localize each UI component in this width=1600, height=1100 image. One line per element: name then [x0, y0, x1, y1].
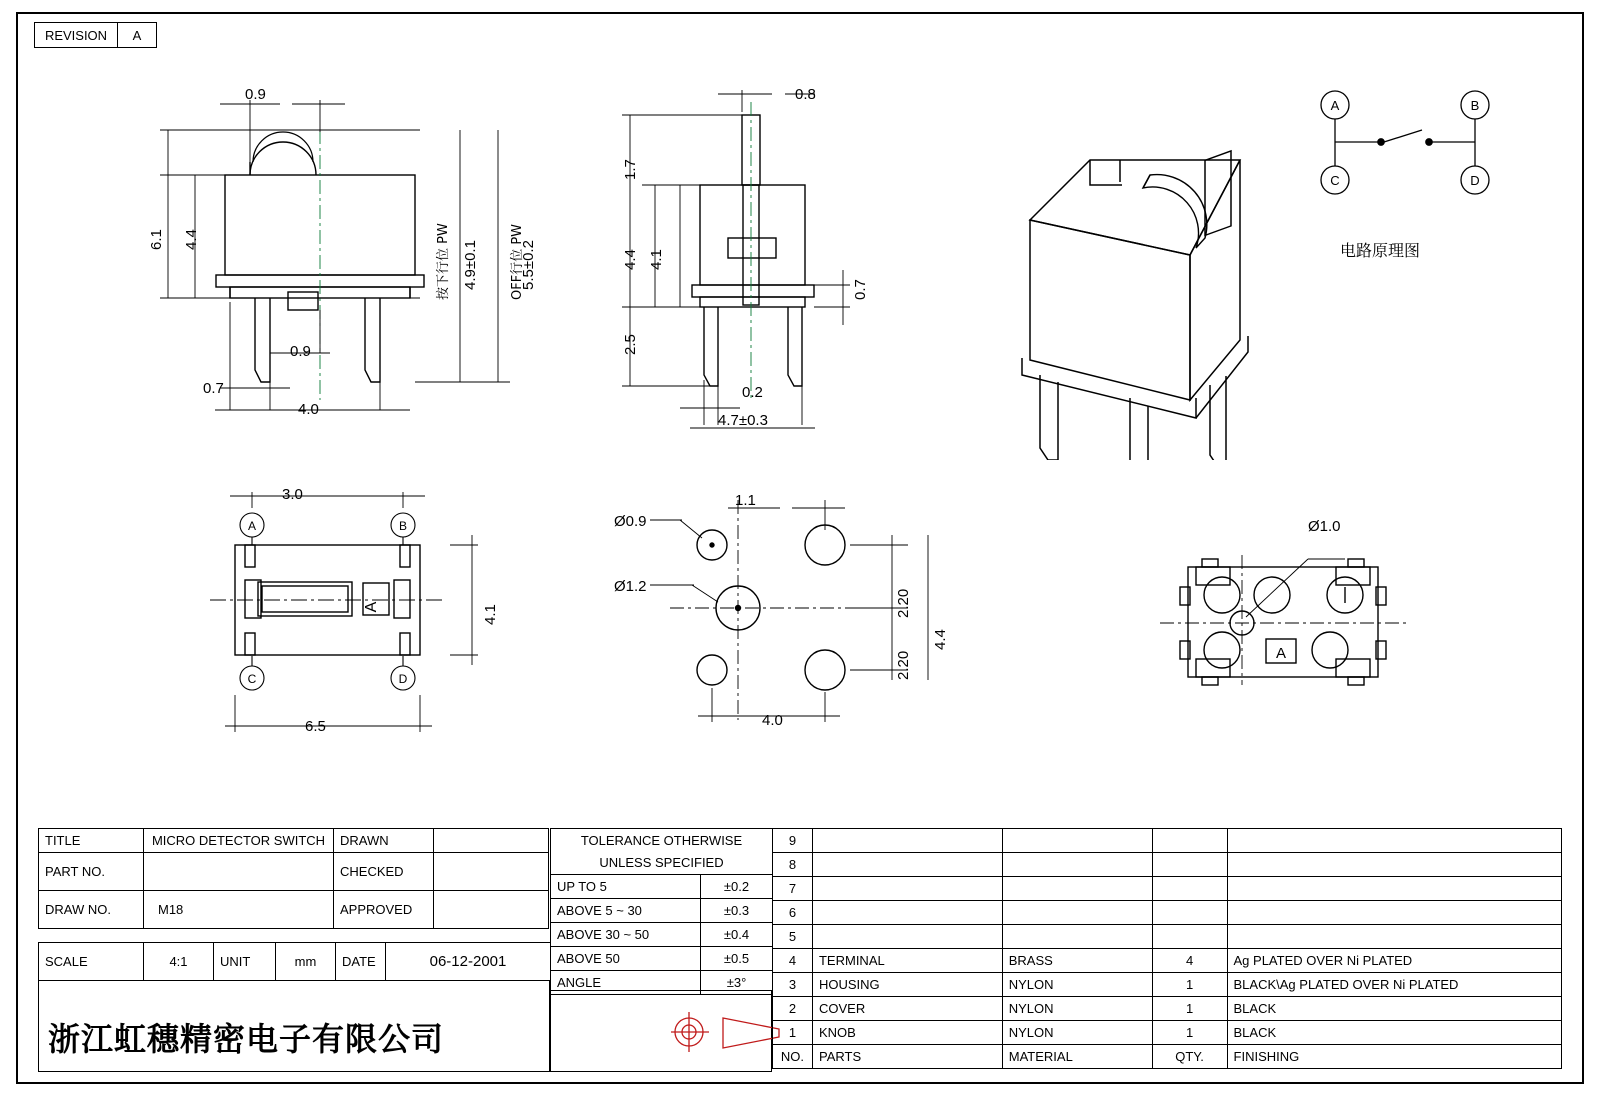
- checked-label: CHECKED: [334, 853, 434, 891]
- parts-material-1: NYLON: [1002, 997, 1152, 1021]
- pcb-dim-d0-9: Ø0.9: [614, 513, 647, 530]
- parts-no-4: 5: [773, 925, 813, 949]
- parts-finish-0: BLACK: [1227, 1021, 1561, 1045]
- front-dim-0-9-top: 0.9: [245, 86, 266, 103]
- front-dim-5-5: 5.5±0.2: [520, 240, 537, 290]
- drawn-label: DRAWN: [334, 829, 434, 853]
- circuit-caption: 电路原理图: [1340, 241, 1421, 260]
- parts-qty-6: [1152, 877, 1227, 901]
- parts-qty-5: [1152, 901, 1227, 925]
- parts-finish-8: [1227, 829, 1561, 853]
- side-view-drawing: [600, 70, 1020, 470]
- svg-text:A: A: [363, 601, 380, 613]
- parts-finish-5: [1227, 901, 1561, 925]
- parts-qty-4: [1152, 925, 1227, 949]
- part-no-label: PART NO.: [39, 853, 144, 891]
- side-dim-4-1: 4.1: [648, 249, 665, 270]
- svg-text:B: B: [1470, 98, 1480, 113]
- pcb-dim-2-20-top: 2.20: [895, 588, 912, 618]
- tolerance-value-3: ±0.5: [701, 947, 773, 971]
- parts-finish-7: [1227, 853, 1561, 877]
- tolerance-range-3: ABOVE 50: [551, 947, 701, 971]
- front-dim-4-4: 4.4: [183, 229, 200, 250]
- svg-text:D: D: [398, 672, 408, 686]
- unit-value: mm: [276, 943, 336, 981]
- parts-name-8: [812, 829, 1002, 853]
- approved-label: APPROVED: [334, 891, 434, 929]
- parts-material-3: BRASS: [1002, 949, 1152, 973]
- revision-value: A: [132, 27, 142, 43]
- front-dim-4-0: 4.0: [298, 401, 319, 418]
- front-dim-0-7: 0.7: [203, 380, 224, 397]
- draw-no-value: M18: [144, 891, 334, 929]
- parts-name-7: [812, 853, 1002, 877]
- bottom-dim-6-5: 6.5: [305, 718, 326, 735]
- parts-material-5: [1002, 901, 1152, 925]
- tolerance-range-0: UP TO 5: [551, 875, 701, 899]
- parts-no-7: 8: [773, 853, 813, 877]
- circuit-schematic: [1300, 80, 1520, 220]
- tolerance-heading-1: TOLERANCE OTHERWISE: [551, 829, 773, 852]
- parts-qty-7: [1152, 853, 1227, 877]
- side-dim-0-7: 0.7: [852, 279, 869, 300]
- side-dim-2-5: 2.5: [622, 334, 639, 355]
- front-dim-6-1: 6.1: [148, 229, 165, 250]
- pcb-layout-drawing: [640, 490, 1000, 750]
- front-view-drawing: [120, 70, 640, 470]
- svg-text:A: A: [247, 519, 257, 533]
- parts-header-material: MATERIAL: [1002, 1045, 1152, 1069]
- bottom-view-drawing: [200, 480, 600, 780]
- pcb-dim-1-1: 1.1: [735, 492, 756, 509]
- parts-finish-6: [1227, 877, 1561, 901]
- scale-row-table: [38, 942, 551, 981]
- unit-label: UNIT: [214, 943, 276, 981]
- parts-material-7: [1002, 853, 1152, 877]
- isometric-view-drawing: [1000, 130, 1300, 460]
- tolerance-range-2: ABOVE 30 ~ 50: [551, 923, 701, 947]
- checked-value: [434, 853, 549, 891]
- svg-text:D: D: [1470, 173, 1480, 188]
- side-dim-4-4: 4.4: [622, 249, 639, 270]
- tolerance-value-2: ±0.4: [701, 923, 773, 947]
- revision-label: REVISION: [35, 23, 118, 47]
- revision-box: [34, 22, 157, 48]
- parts-no-8: 9: [773, 829, 813, 853]
- parts-name-2: HOUSING: [812, 973, 1002, 997]
- svg-text:A: A: [1330, 98, 1340, 113]
- parts-no-3: 4: [773, 949, 813, 973]
- tolerance-range-4: ANGLE: [551, 971, 701, 995]
- parts-name-0: KNOB: [812, 1021, 1002, 1045]
- pcb-dim-4-0: 4.0: [762, 712, 783, 729]
- date-label: DATE: [336, 943, 386, 981]
- front-dim-4-9: 4.9±0.1: [462, 240, 479, 290]
- parts-no-2: 3: [773, 973, 813, 997]
- parts-name-3: TERMINAL: [812, 949, 1002, 973]
- svg-text:C: C: [247, 672, 257, 686]
- side-dim-1-7: 1.7: [622, 159, 639, 180]
- parts-material-8: [1002, 829, 1152, 853]
- scale-value: 4:1: [144, 943, 214, 981]
- projection-symbol-cell: [550, 990, 772, 1072]
- parts-no-1: 2: [773, 997, 813, 1021]
- approved-value: [434, 891, 549, 929]
- tolerance-value-4: ±3°: [701, 971, 773, 995]
- parts-qty-3: 4: [1152, 949, 1227, 973]
- draw-no-label: DRAW NO.: [39, 891, 144, 929]
- svg-text:C: C: [1330, 173, 1340, 188]
- parts-material-0: NYLON: [1002, 1021, 1152, 1045]
- parts-header-no: NO.: [773, 1045, 813, 1069]
- part-no-value: [144, 853, 334, 891]
- tolerance-table: [550, 828, 773, 995]
- bottom-dim-3-0: 3.0: [282, 486, 303, 503]
- date-value: 06-12-2001: [386, 943, 551, 981]
- front-note-pressed: 按下行位 PW: [436, 223, 451, 300]
- scale-label: SCALE: [39, 943, 144, 981]
- parts-material-2: NYLON: [1002, 973, 1152, 997]
- svg-text:A: A: [1275, 645, 1287, 662]
- front-dim-0-9-bottom: 0.9: [290, 343, 311, 360]
- parts-finish-4: [1227, 925, 1561, 949]
- tolerance-range-1: ABOVE 5 ~ 30: [551, 899, 701, 923]
- title-info-table: [38, 828, 549, 929]
- parts-finish-3: Ag PLATED OVER Ni PLATED: [1227, 949, 1561, 973]
- pcb-dim-2-20-bottom: 2.20: [895, 650, 912, 680]
- parts-material-6: [1002, 877, 1152, 901]
- tolerance-value-0: ±0.2: [701, 875, 773, 899]
- parts-list-table: [772, 828, 1562, 1069]
- top-view-drawing: [1160, 545, 1440, 735]
- parts-name-4: [812, 925, 1002, 949]
- bottom-dim-4-1: 4.1: [482, 604, 499, 625]
- tolerance-value-1: ±0.3: [701, 899, 773, 923]
- company-name: 浙江虹穗精密电子有限公司: [48, 1020, 445, 1058]
- parts-header-parts: PARTS: [812, 1045, 1002, 1069]
- parts-name-6: [812, 877, 1002, 901]
- parts-no-6: 7: [773, 877, 813, 901]
- drawn-value: [434, 829, 549, 853]
- parts-finish-1: BLACK: [1227, 997, 1561, 1021]
- pcb-dim-4-4: 4.4: [932, 629, 949, 650]
- title-label: TITLE: [39, 829, 144, 853]
- parts-name-5: [812, 901, 1002, 925]
- parts-finish-2: BLACK\Ag PLATED OVER Ni PLATED: [1227, 973, 1561, 997]
- parts-qty-2: 1: [1152, 973, 1227, 997]
- parts-header-finishing: FINISHING: [1227, 1045, 1561, 1069]
- parts-header-qty: QTY.: [1152, 1045, 1227, 1069]
- side-dim-4-7: 4.7±0.3: [718, 412, 768, 429]
- front-note-off: OFF行位 PW: [510, 223, 525, 300]
- parts-name-1: COVER: [812, 997, 1002, 1021]
- parts-no-0: 1: [773, 1021, 813, 1045]
- side-dim-0-8: 0.8: [795, 86, 816, 103]
- top-dim-d1-0: Ø1.0: [1308, 518, 1341, 535]
- parts-qty-0: 1: [1152, 1021, 1227, 1045]
- title-value: MICRO DETECTOR SWITCH: [144, 829, 334, 853]
- parts-qty-8: [1152, 829, 1227, 853]
- side-dim-0-2: 0.2: [742, 384, 763, 401]
- svg-text:B: B: [398, 519, 408, 533]
- parts-material-4: [1002, 925, 1152, 949]
- parts-qty-1: 1: [1152, 997, 1227, 1021]
- pcb-dim-d1-2: Ø1.2: [614, 578, 647, 595]
- parts-no-5: 6: [773, 901, 813, 925]
- tolerance-heading-2: UNLESS SPECIFIED: [551, 852, 773, 875]
